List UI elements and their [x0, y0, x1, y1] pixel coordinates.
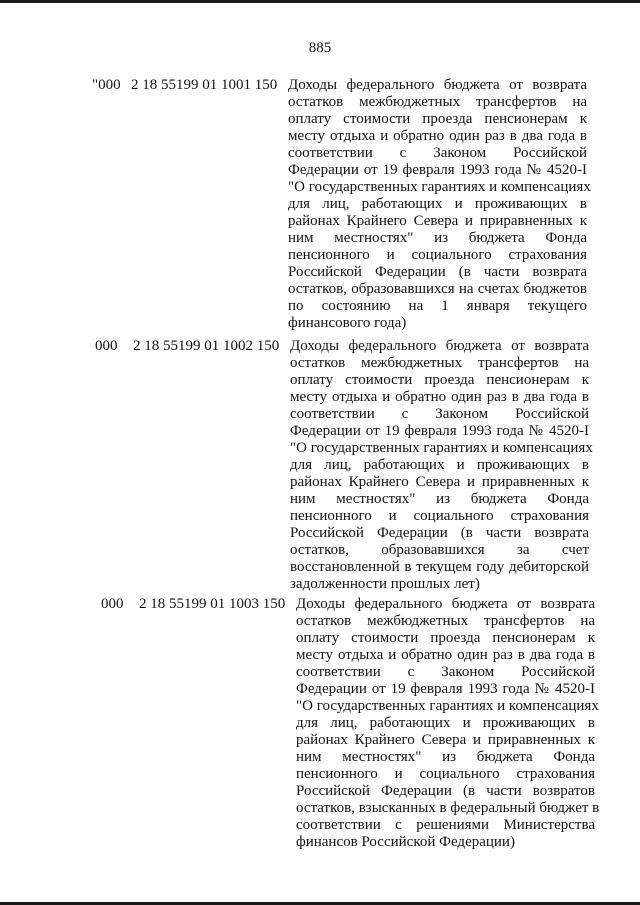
description-line: остатков межбюджетных трансфертов на	[288, 94, 587, 110]
description-line: остатков, взысканных в федеральный бюджет в	[296, 800, 600, 816]
description-line: "О государственных гарантиях и компенсациях	[288, 179, 591, 195]
code-prefix: 000	[95, 338, 118, 354]
description-line: месту отдыха и обратно один раз в два года в	[288, 128, 587, 144]
description-line: пенсионного и социального страхования	[290, 508, 589, 524]
description-line: "О государственных гарантиях и компенсациях	[296, 698, 599, 714]
budget-classification-code: 2 18 55199 01 1003 150	[139, 596, 286, 612]
description-line: финансов Российской Федерации)	[296, 834, 515, 850]
description-line: для лиц, работающих и проживающих в	[288, 196, 587, 212]
code-prefix: "000	[92, 77, 121, 93]
description-line: районах Крайнего Севера и приравненных к	[288, 213, 587, 229]
code-prefix: 000	[101, 596, 124, 612]
description-line: соответствии с решениями Министерства	[296, 817, 595, 833]
description-line: месту отдыха и обратно один раз в два года в	[290, 389, 589, 405]
description-line: Доходы федерального бюджета от возврата	[296, 596, 595, 612]
description-line: Доходы федерального бюджета от возврата	[290, 338, 589, 354]
description-line: Федерации от 19 февраля 1993 года № 4520-I	[296, 681, 595, 697]
page-number: 885	[308, 40, 332, 56]
description-line: по состоянию на 1 января текущего	[288, 298, 587, 314]
description-line: оплату стоимости проезда пенсионерам к	[290, 372, 589, 388]
description-line: Российской Федерации (в части возврата	[288, 264, 587, 280]
description-line: Российской Федерации (в части возврата	[290, 525, 589, 541]
entry-description	[290, 338, 593, 593]
description-line: для лиц, работающих и проживающих в	[290, 457, 589, 473]
description-line: пенсионного и социального страхования	[296, 766, 595, 782]
description-line: ним местностях" из бюджета Фонда	[296, 749, 595, 765]
description-line: задолженности прошлых лет)	[290, 576, 480, 592]
description-line: восстановленной в текущем году дебиторской	[290, 559, 589, 575]
scan-top-edge	[0, 0, 640, 3]
description-line: остатков, образовавшихся на счетах бюджетов	[288, 281, 587, 297]
description-line: месту отдыха и обратно один раз в два года в	[296, 647, 595, 663]
description-line: соответствии с Законом Российской	[296, 664, 595, 680]
description-line: финансового года)	[288, 315, 407, 331]
entry-description	[288, 77, 591, 332]
description-line: оплату стоимости проезда пенсионерам к	[288, 111, 587, 127]
description-line: "О государственных гарантиях и компенсациях	[290, 440, 593, 456]
budget-classification-code: 2 18 55199 01 1001 150	[131, 77, 278, 93]
description-line: Федерации от 19 февраля 1993 года № 4520-I	[290, 423, 589, 439]
description-line: остатков межбюджетных трансфертов на	[296, 613, 595, 629]
description-line: ним местностях" из бюджета Фонда	[290, 491, 589, 507]
description-line: Федерации от 19 февраля 1993 года № 4520-I	[288, 162, 587, 178]
description-line: ним местностях" из бюджета Фонда	[288, 230, 587, 246]
description-line: соответствии с Законом Российской	[288, 145, 587, 161]
description-line: остатков межбюджетных трансфертов на	[290, 355, 589, 371]
entry-description	[296, 596, 600, 851]
description-line: остатков, образовавшихся за счет	[290, 542, 589, 558]
description-line: Российской Федерации (в части возвратов	[296, 783, 595, 799]
description-line: районах Крайнего Севера и приравненных к	[290, 474, 589, 490]
description-line: пенсионного и социального страхования	[288, 247, 587, 263]
description-line: Доходы федерального бюджета от возврата	[288, 77, 587, 93]
description-line: районах Крайнего Севера и приравненных к	[296, 732, 595, 748]
description-line: для лиц, работающих и проживающих в	[296, 715, 595, 731]
description-line: соответствии с Законом Российской	[290, 406, 589, 422]
description-line: оплату стоимости проезда пенсионерам к	[296, 630, 595, 646]
budget-classification-code: 2 18 55199 01 1002 150	[133, 338, 280, 354]
